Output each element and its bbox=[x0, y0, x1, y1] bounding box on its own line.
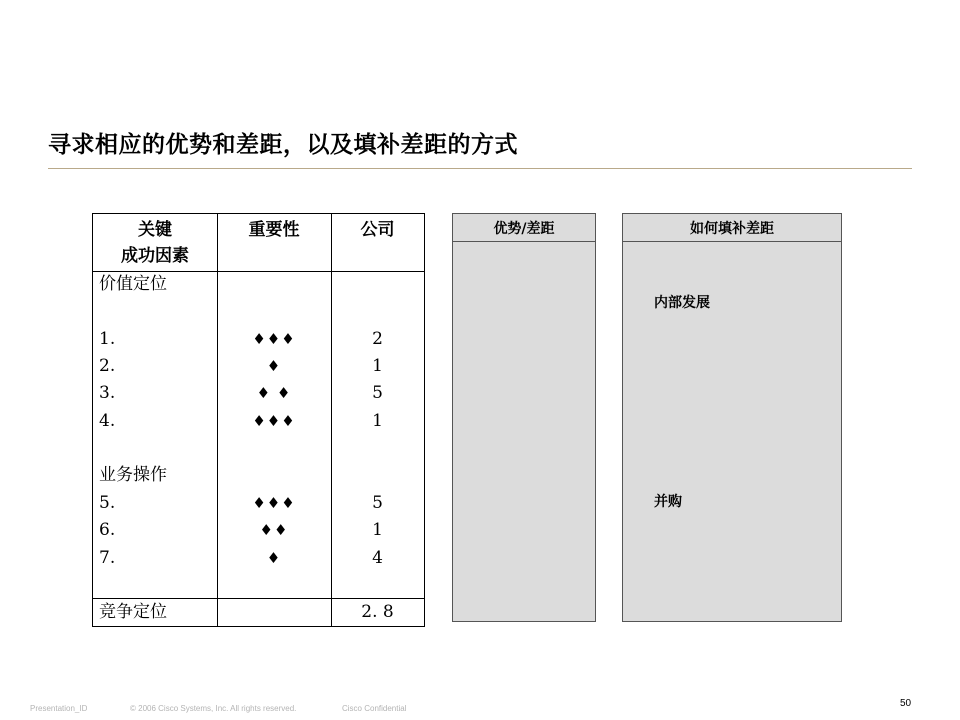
acquisition-note: 并购 bbox=[654, 494, 682, 510]
header-company: 公司 bbox=[360, 220, 395, 240]
row-label: 3. bbox=[99, 383, 116, 403]
header-factor bbox=[93, 217, 217, 269]
importance-rating: ♦♦♦ bbox=[252, 330, 296, 348]
header-factor-line2: 成功因素 bbox=[121, 246, 189, 266]
copyright-notice: © 2006 Cisco Systems, Inc. All rights reserved. bbox=[130, 704, 297, 713]
header-importance: 重要性 bbox=[248, 220, 300, 240]
competitive-position-label: 竞争定位 bbox=[99, 602, 167, 622]
importance-rating: ♦ ♦ bbox=[256, 384, 292, 402]
row-label: 5. bbox=[99, 493, 116, 513]
internal-development-note: 内部发展 bbox=[654, 295, 710, 311]
company-score: 1 bbox=[372, 356, 383, 376]
company-score: 1 bbox=[372, 411, 383, 431]
row-label: 4. bbox=[99, 411, 116, 431]
row-label: 6. bbox=[99, 520, 116, 540]
row-label: 1. bbox=[99, 329, 116, 349]
presentation-id: Presentation_ID bbox=[30, 704, 88, 713]
page-number: 50 bbox=[900, 698, 912, 709]
slide-title: 寻求相应的优势和差距，以及填补差距的方式 bbox=[48, 132, 518, 158]
importance-rating: ♦♦♦ bbox=[252, 494, 296, 512]
company-score: 2 bbox=[372, 329, 383, 349]
group-label-operations: 业务操作 bbox=[99, 465, 167, 485]
importance-rating: ♦♦ bbox=[259, 521, 289, 539]
importance-rating: ♦ bbox=[266, 549, 282, 567]
competitive-position-score: 2. 8 bbox=[361, 602, 394, 622]
fill-gaps-header: 如何填补差距 bbox=[623, 214, 841, 242]
importance-rating: ♦ bbox=[266, 357, 282, 375]
strengths-gaps-panel bbox=[452, 213, 596, 622]
fill-gaps-panel bbox=[622, 213, 842, 622]
group-label-value-proposition: 价值定位 bbox=[99, 274, 167, 294]
importance-rating: ♦♦♦ bbox=[252, 412, 296, 430]
title-divider bbox=[48, 168, 912, 169]
company-score: 4 bbox=[372, 548, 383, 568]
strengths-gaps-header: 优势/差距 bbox=[453, 214, 595, 242]
row-label: 2. bbox=[99, 356, 116, 376]
company-score: 5 bbox=[372, 383, 383, 403]
company-score: 1 bbox=[372, 520, 383, 540]
company-score: 5 bbox=[372, 493, 383, 513]
key-factor-table bbox=[92, 213, 425, 627]
row-label: 7. bbox=[99, 548, 116, 568]
confidential-label: Cisco Confidential bbox=[342, 704, 407, 713]
header-factor-line1: 关键 bbox=[138, 220, 172, 240]
